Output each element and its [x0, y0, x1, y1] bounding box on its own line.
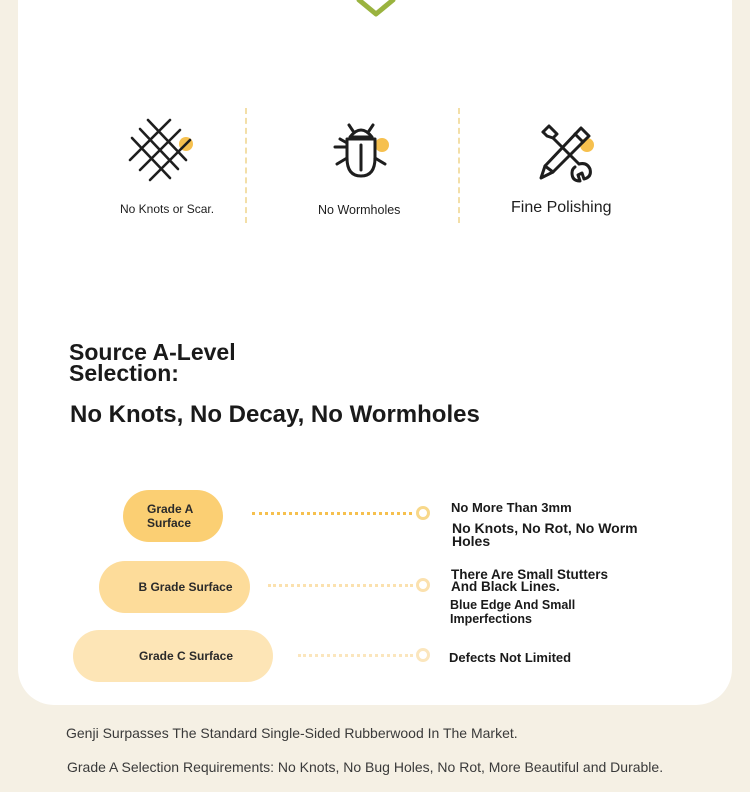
divider — [458, 108, 460, 223]
bug-icon — [330, 120, 392, 182]
grade-b-desc-1: There Are Small Stutters And Black Lines. — [451, 567, 609, 594]
grade-c-desc-1: Defects Not Limited — [449, 650, 572, 665]
feature-no-wormholes — [330, 120, 392, 182]
chevron-down-icon — [356, 0, 396, 18]
grade-c-pill — [73, 630, 273, 682]
footer-line-1: Genji Surpasses The Standard Single-Sided Rubberwood In The Market. — [66, 725, 518, 741]
footer-line-2: Grade A Selection Requirements: No Knots, No Bug Holes, No Rot, More Beautiful and Durable. — [67, 759, 664, 775]
pencil-wrench-icon — [535, 122, 599, 184]
grade-a-ring-icon — [416, 506, 430, 520]
section-subheading: No Knots, No Decay, No Wormholes — [70, 401, 480, 428]
section-heading: Source A-Level Selection: — [69, 339, 236, 386]
grade-a-desc-1: No More Than 3mm — [451, 500, 572, 515]
grade-b-desc-2: Blue Edge And Small Imperfections — [450, 598, 576, 626]
feature-label-no-knots: No Knots or Scar. — [120, 202, 215, 216]
feature-label-fine-polishing: Fine Polishing — [511, 199, 612, 216]
grade-b-label: B Grade Surface — [138, 580, 233, 594]
grade-a-label: Grade A Surface — [147, 502, 193, 530]
grade-c-connector — [298, 654, 413, 657]
grade-a-desc-2: No Knots, No Rot, No Worm Holes — [452, 520, 638, 549]
grade-a-connector — [252, 512, 412, 515]
feature-no-knots — [126, 114, 198, 184]
grade-b-pill — [99, 561, 250, 613]
grade-c-label: Grade C Surface — [138, 649, 234, 663]
divider — [245, 108, 247, 223]
grid-mesh-icon — [126, 114, 198, 184]
grade-b-connector — [268, 584, 413, 587]
grade-a-pill — [123, 490, 223, 542]
feature-label-no-wormholes: No Wormholes — [318, 203, 401, 217]
feature-fine-polishing — [535, 122, 599, 184]
grade-c-ring-icon — [416, 648, 430, 662]
grade-b-ring-icon — [416, 578, 430, 592]
